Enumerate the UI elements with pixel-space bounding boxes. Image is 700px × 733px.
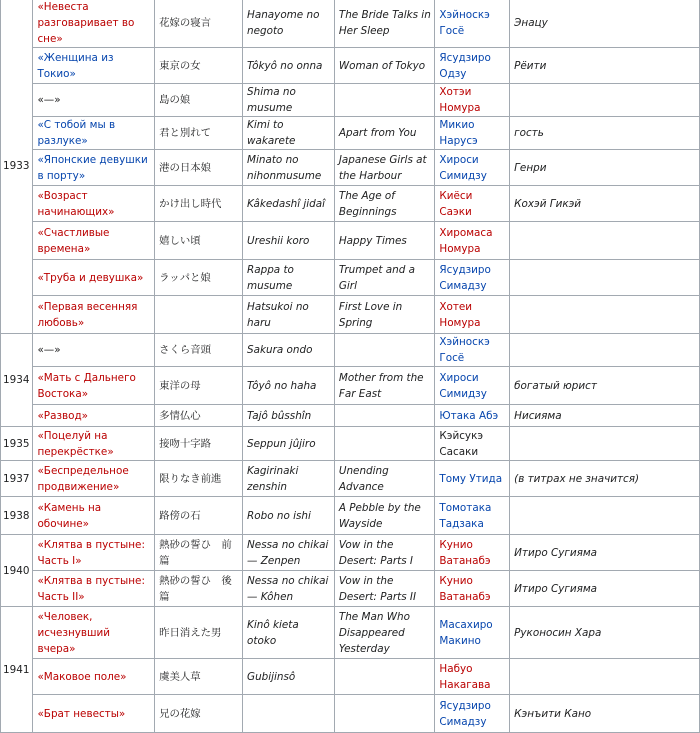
- japanese-title-cell: [155, 334, 243, 367]
- role-cell: [510, 48, 700, 84]
- director-cell: [435, 367, 510, 405]
- film-title-cell: [33, 461, 155, 497]
- year-label: 1935: [3, 437, 30, 450]
- role-name: Энацу: [514, 17, 548, 29]
- romaji-title-cell: [243, 367, 335, 405]
- romaji-title-cell: [243, 571, 335, 607]
- role-name: (в титрах не значится): [514, 472, 640, 485]
- japanese-title: 東洋の母: [159, 379, 201, 392]
- film-title-link[interactable]: «С тобой мы в разлуке»: [37, 119, 116, 147]
- director-link[interactable]: Киёси Саэки: [439, 189, 473, 218]
- english-title-cell: [334, 150, 435, 186]
- english-title-cell: [334, 607, 435, 659]
- film-title-link[interactable]: «Мать с Дальнего Востока»: [37, 371, 136, 400]
- japanese-title: 港の日本娘: [159, 161, 212, 174]
- film-title-cell: [33, 117, 155, 150]
- romaji-title: Kâkedashî jidaî: [247, 197, 326, 210]
- year-cell: [1, 0, 33, 334]
- japanese-title-cell: [155, 695, 243, 733]
- romaji-title: Rappa to musume: [247, 263, 294, 292]
- director-cell: [435, 427, 510, 461]
- romaji-title-cell: [243, 461, 335, 497]
- director-link[interactable]: Томотака Тадзака: [439, 501, 492, 530]
- film-title-cell: [33, 367, 155, 405]
- film-title-link[interactable]: «Труба и девушка»: [37, 271, 144, 284]
- role-cell: [510, 535, 700, 571]
- director-cell: [435, 695, 510, 733]
- role-cell: [510, 0, 700, 48]
- romaji-title: Shima no musume: [247, 86, 296, 114]
- japanese-title-cell: [155, 48, 243, 84]
- director-cell: [435, 334, 510, 367]
- romaji-title: Hatsukoi no haru: [247, 300, 309, 329]
- romaji-title-cell: [243, 0, 335, 48]
- film-title-link[interactable]: «Женщина из Токио»: [37, 51, 114, 80]
- romaji-title: Nessa no chikai — Kôhen: [247, 574, 329, 603]
- year-label: 1941: [3, 663, 30, 676]
- table-row: [1, 427, 700, 461]
- english-title: Vow in the Desert: Parts II: [338, 574, 417, 603]
- romaji-title: Robo no ishi: [247, 509, 311, 522]
- japanese-title: 虞美人草: [159, 670, 201, 683]
- romaji-title: Gubijinsô: [247, 670, 296, 683]
- role-name: Кохэй Гикэй: [514, 197, 582, 210]
- film-title-cell: [33, 607, 155, 659]
- romaji-title-cell: [243, 150, 335, 186]
- romaji-title-cell: [243, 84, 335, 117]
- table-row: [1, 222, 700, 260]
- film-title-link[interactable]: «Камень на обочине»: [37, 501, 102, 530]
- english-title-cell: [334, 367, 435, 405]
- year-cell: [1, 334, 33, 427]
- japanese-title-cell: [155, 659, 243, 695]
- director-cell: [435, 607, 510, 659]
- romaji-title-cell: [243, 535, 335, 571]
- director-link: Кэйсукэ Сасаки: [439, 429, 484, 458]
- director-cell: [435, 150, 510, 186]
- film-title-cell: [33, 571, 155, 607]
- table-row: [1, 48, 700, 84]
- director-link[interactable]: Ясудзиро Симадзу: [439, 263, 491, 292]
- japanese-title-cell: [155, 571, 243, 607]
- japanese-title-cell: [155, 186, 243, 222]
- director-link[interactable]: Микио Нарусэ: [439, 119, 478, 147]
- romaji-title-cell: [243, 222, 335, 260]
- film-title-link[interactable]: «Беспредельное продвижение»: [37, 464, 129, 493]
- romaji-title-cell: [243, 117, 335, 150]
- role-cell: [510, 222, 700, 260]
- year-cell: [1, 461, 33, 497]
- japanese-title: さくら音頭: [159, 344, 212, 356]
- film-title-link[interactable]: «Клятва в пустыне: Часть I»: [37, 538, 145, 567]
- table-row: [1, 367, 700, 405]
- director-link[interactable]: Кунио Ватанабэ: [439, 538, 491, 567]
- year-cell: [1, 497, 33, 535]
- role-cell: [510, 296, 700, 334]
- director-cell: [435, 117, 510, 150]
- film-title-cell: [33, 296, 155, 334]
- table-row: [1, 334, 700, 367]
- director-cell: [435, 659, 510, 695]
- english-title: The Age of Beginnings: [338, 189, 397, 218]
- role-cell: [510, 367, 700, 405]
- romaji-title: Minato no nihonmusume: [247, 153, 322, 182]
- table-row: [1, 186, 700, 222]
- japanese-title-cell: [155, 84, 243, 117]
- role-cell: [510, 334, 700, 367]
- romaji-title-cell: [243, 405, 335, 427]
- english-title: Japanese Girls at the Harbour: [338, 153, 427, 182]
- director-link[interactable]: Ютака Абэ: [439, 409, 499, 422]
- year-cell: [1, 607, 33, 733]
- year-cell: [1, 427, 33, 461]
- japanese-title-cell: [155, 296, 243, 334]
- film-title-link[interactable]: «Развод»: [37, 409, 88, 422]
- japanese-title-cell: [155, 427, 243, 461]
- film-title-link[interactable]: «Японские девушки в порту»: [37, 153, 148, 182]
- japanese-title-cell: [155, 367, 243, 405]
- director-cell: [435, 48, 510, 84]
- role-name: Итиро Сугияма: [514, 582, 598, 595]
- english-title: A Pebble by the Wayside: [338, 501, 421, 530]
- table-row: [1, 535, 700, 571]
- romaji-title-cell: [243, 497, 335, 535]
- film-title-link[interactable]: «Брат невесты»: [37, 707, 126, 720]
- film-title-cell: [33, 260, 155, 296]
- role-name: Генри: [514, 161, 547, 174]
- director-cell: [435, 461, 510, 497]
- year-label: 1938: [3, 509, 30, 522]
- japanese-title-cell: [155, 150, 243, 186]
- japanese-title: ラッパと娘: [159, 271, 211, 284]
- film-title-cell: [33, 186, 155, 222]
- table-row: [1, 571, 700, 607]
- role-name: Итиро Сугияма: [514, 546, 598, 559]
- director-cell: [435, 405, 510, 427]
- romaji-title: Kagirinaki zenshin: [247, 464, 299, 493]
- table-row: [1, 150, 700, 186]
- english-title-cell: [334, 48, 435, 84]
- japanese-title: 熱砂の誓ひ 前篇: [159, 538, 232, 567]
- year-label: 1940: [3, 564, 30, 577]
- film-title-cell: [33, 222, 155, 260]
- english-title: The Bride Talks in Her Sleep: [338, 9, 431, 37]
- director-cell: [435, 186, 510, 222]
- role-cell: [510, 186, 700, 222]
- romaji-title: Tôkyô no onna: [247, 59, 323, 72]
- romaji-title-cell: [243, 296, 335, 334]
- film-title-link: «—»: [37, 344, 61, 356]
- director-link[interactable]: Хироси Симидзу: [439, 153, 487, 182]
- film-title-link[interactable]: «Поцелуй на перекрёстке»: [37, 429, 114, 458]
- film-title-cell: [33, 334, 155, 367]
- film-title-cell: [33, 150, 155, 186]
- english-title: Apart from You: [338, 127, 417, 139]
- director-cell: [435, 260, 510, 296]
- role-cell: [510, 659, 700, 695]
- english-title-cell: [334, 695, 435, 733]
- role-name: гость: [514, 127, 544, 139]
- japanese-title-cell: [155, 260, 243, 296]
- japanese-title: 兄の花嫁: [159, 707, 201, 720]
- table-row: [1, 607, 700, 659]
- english-title-cell: [334, 84, 435, 117]
- english-title-cell: [334, 334, 435, 367]
- table-row: [1, 695, 700, 733]
- romaji-title-cell: [243, 48, 335, 84]
- japanese-title-cell: [155, 461, 243, 497]
- director-cell: [435, 497, 510, 535]
- year-label: 1933: [3, 160, 30, 172]
- table-row: [1, 405, 700, 427]
- year-cell: [1, 535, 33, 607]
- year-label: 1937: [3, 472, 30, 485]
- romaji-title: Kinô kieta otoko: [247, 618, 299, 647]
- role-cell: [510, 150, 700, 186]
- romaji-title-cell: [243, 659, 335, 695]
- role-name: Рёити: [514, 59, 547, 72]
- english-title: First Love in Spring: [338, 300, 403, 329]
- film-title-cell: [33, 497, 155, 535]
- japanese-title-cell: [155, 607, 243, 659]
- film-title-link: «—»: [37, 94, 61, 106]
- english-title: Trumpet and a Girl: [338, 263, 415, 292]
- director-link[interactable]: Ясудзиро Одзу: [439, 51, 491, 80]
- english-title: Happy Times: [338, 234, 407, 247]
- romaji-title: Nessa no chikai — Zenpen: [247, 538, 329, 567]
- role-cell: [510, 260, 700, 296]
- romaji-title-cell: [243, 260, 335, 296]
- table-row: [1, 296, 700, 334]
- romaji-title-cell: [243, 427, 335, 461]
- english-title-cell: [334, 260, 435, 296]
- japanese-title: 君と別れて: [159, 127, 212, 139]
- english-title-cell: [334, 427, 435, 461]
- director-cell: [435, 84, 510, 117]
- japanese-title: 花嫁の寝言: [159, 17, 212, 29]
- romaji-title: Ureshii koro: [247, 234, 310, 247]
- japanese-title-cell: [155, 117, 243, 150]
- film-title-link[interactable]: «Возраст начинающих»: [37, 189, 115, 218]
- romaji-title-cell: [243, 186, 335, 222]
- english-title-cell: [334, 535, 435, 571]
- film-title-link[interactable]: «Невеста разговаривает во сне»: [37, 1, 135, 45]
- japanese-title: かけ出し時代: [159, 197, 222, 210]
- english-title: Woman of Tokyo: [338, 59, 426, 72]
- director-link[interactable]: Хотэи Номура: [439, 86, 481, 114]
- role-name: Кэнъити Кано: [514, 707, 592, 720]
- role-cell: [510, 84, 700, 117]
- romaji-title-cell: [243, 334, 335, 367]
- director-link[interactable]: Хэйноскэ Госё: [439, 336, 490, 364]
- film-title-cell: [33, 695, 155, 733]
- film-title-link[interactable]: «Человек, исчезнувший вчера»: [37, 610, 111, 655]
- director-cell: [435, 571, 510, 607]
- film-title-cell: [33, 427, 155, 461]
- japanese-title-cell: [155, 222, 243, 260]
- english-title-cell: [334, 461, 435, 497]
- film-title-cell: [33, 0, 155, 48]
- table-row: [1, 0, 700, 48]
- director-link[interactable]: Масахиро Макино: [439, 618, 493, 647]
- table-row: [1, 117, 700, 150]
- romaji-title: Seppun jûjiro: [247, 437, 316, 450]
- romaji-title: Tôyô no haha: [247, 379, 317, 392]
- director-link[interactable]: Кунио Ватанабэ: [439, 574, 491, 603]
- film-title-link[interactable]: «Первая весенняя любовь»: [37, 300, 138, 329]
- japanese-title-cell: [155, 497, 243, 535]
- filmography-body: [1, 0, 700, 733]
- film-title-link[interactable]: «Счастливые времена»: [37, 226, 110, 255]
- role-cell: [510, 607, 700, 659]
- director-link[interactable]: Хиромаса Номура: [439, 226, 493, 255]
- romaji-title-cell: [243, 695, 335, 733]
- table-row: [1, 497, 700, 535]
- director-link[interactable]: Хотеи Номура: [439, 300, 481, 329]
- english-title-cell: [334, 571, 435, 607]
- role-cell: [510, 427, 700, 461]
- english-title-cell: [334, 117, 435, 150]
- japanese-title-cell: [155, 405, 243, 427]
- english-title-cell: [334, 497, 435, 535]
- film-title-cell: [33, 659, 155, 695]
- english-title-cell: [334, 659, 435, 695]
- japanese-title: 限りなき前進: [159, 472, 222, 485]
- english-title: Unending Advance: [338, 464, 389, 493]
- japanese-title-cell: [155, 0, 243, 48]
- role-cell: [510, 117, 700, 150]
- director-cell: [435, 0, 510, 48]
- role-name: Руконосин Хара: [514, 626, 602, 639]
- english-title: Mother from the Far East: [338, 371, 424, 400]
- film-title-link[interactable]: «Клятва в пустыне: Часть II»: [37, 574, 145, 603]
- table-row: [1, 659, 700, 695]
- romaji-title: Kimi to wakarete: [247, 119, 296, 147]
- director-link[interactable]: Хэйноскэ Госё: [439, 9, 490, 37]
- english-title: Vow in the Desert: Parts I: [338, 538, 413, 567]
- table-row: [1, 260, 700, 296]
- director-cell: [435, 222, 510, 260]
- director-link[interactable]: Хироси Симидзу: [439, 371, 487, 400]
- romaji-title: Sakura ondo: [247, 344, 313, 356]
- film-title-cell: [33, 535, 155, 571]
- japanese-title: 東京の女: [159, 59, 201, 72]
- japanese-title: 接吻十字路: [159, 437, 212, 450]
- english-title-cell: [334, 222, 435, 260]
- film-title-cell: [33, 48, 155, 84]
- film-title-cell: [33, 84, 155, 117]
- year-label: 1934: [3, 374, 30, 386]
- film-title-link[interactable]: «Маковое поле»: [37, 670, 127, 683]
- director-link[interactable]: Тому Утида: [439, 472, 503, 485]
- role-cell: [510, 497, 700, 535]
- director-link[interactable]: Ясудзиро Симадзу: [439, 699, 491, 728]
- romaji-title-cell: [243, 607, 335, 659]
- japanese-title: 多情仏心: [159, 409, 201, 422]
- film-title-cell: [33, 405, 155, 427]
- japanese-title: 島の娘: [159, 94, 191, 106]
- japanese-title: 熱砂の誓ひ 後篇: [159, 574, 232, 603]
- director-link[interactable]: Набуо Накагава: [439, 662, 491, 691]
- english-title-cell: [334, 0, 435, 48]
- table-row: [1, 461, 700, 497]
- romaji-title: Hanayome no negoto: [247, 9, 320, 37]
- english-title: The Man Who Disappeared Yesterday: [338, 610, 410, 655]
- role-name: Нисияма: [514, 409, 562, 422]
- english-title-cell: [334, 186, 435, 222]
- english-title-cell: [334, 405, 435, 427]
- role-cell: [510, 461, 700, 497]
- director-cell: [435, 296, 510, 334]
- japanese-title-cell: [155, 535, 243, 571]
- japanese-title: 路傍の石: [159, 509, 201, 522]
- role-cell: [510, 405, 700, 427]
- director-cell: [435, 535, 510, 571]
- role-name: богатый юрист: [514, 379, 597, 392]
- role-cell: [510, 571, 700, 607]
- role-cell: [510, 695, 700, 733]
- japanese-title: 昨日消えた男: [159, 626, 222, 639]
- romaji-title: Tajô bûsshîn: [247, 409, 312, 422]
- japanese-title: 嬉しい頃: [159, 234, 201, 247]
- table-row: [1, 84, 700, 117]
- english-title-cell: [334, 296, 435, 334]
